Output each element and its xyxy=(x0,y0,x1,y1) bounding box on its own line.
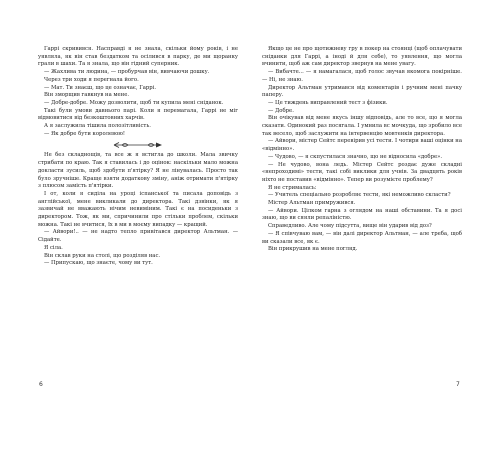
paragraph: Я не стрималась: xyxy=(268,184,317,191)
paragraph: Він зморщив гавкнув на мене. xyxy=(44,92,130,99)
paragraph: — Айвори!.. — не надто тепло привітався директор Альтман. — Сідайте. xyxy=(38,229,238,244)
paragraph: — Припускаю, що знаєте, чому ви тут. xyxy=(44,260,153,267)
paragraph: Справедливо. Але чому підсутта, вище він ударив від доз? xyxy=(268,223,432,230)
paragraph: Директор Альтман утримався від коментарів і ручним мені пачку паперу. xyxy=(262,84,462,99)
paragraph: — Вибачте... — я намагалася, щоб голос звучав якомога покірніше. — Ні, не знаю. xyxy=(262,69,462,83)
paragraph: — Добре-добре. Можу дозволити, щоб ти купила мені сніданок. xyxy=(44,99,224,106)
paragraph: — Жахлива ти людина, — пробурчав він, вивчаючи дошку. xyxy=(44,69,210,76)
paragraph: — Айвори. Цілком гарна з оглядом на наші обставини. Та я досі знаю, що ви сяяли репаліністю. xyxy=(262,207,462,222)
paragraph: — Це тиждень виправлений тест з фізики. xyxy=(268,99,388,106)
paragraph: Він склав руки на столі, що розділяв нас. xyxy=(44,252,161,259)
paragraph: — Чудово, — я скпустилася значно, що не відносила «добре». xyxy=(268,153,443,160)
paragraph: — Айвори, містер Сейтс перевірив усі тести. І чотири ваші оцінки на «відмінно». xyxy=(262,138,462,153)
left-page-paragraphs-after xyxy=(38,152,238,268)
paragraph: Якщо це не про щотижневу гру в покер на стоянці (щоб оплачувати сніданки для Гаррі, а іноді й для себе), то уявлення, що могла вчинити, щоб аж сам директор звернув на мене увагу. xyxy=(262,46,462,68)
right-page-number: 7 xyxy=(456,381,460,388)
paragraph: А я заслужила тішила полозітливість. xyxy=(44,123,151,130)
paragraph: І от, коли я сиділа на уроці іспанської та писала доповідь з англійської, мене викликали до директора. Такі дзвінки, як я зазвичай не вважають нічим невиміним. Такі є на посиденьки з директором. Тож, як ми, спричинили про стільки проблем, скільки можна. Такі не вчитися, їх в ми в моєму випадку — кращий. xyxy=(38,190,238,228)
left-page-text xyxy=(38,46,238,268)
paragraph: Через три ходи я перегнала його. xyxy=(44,76,139,83)
arrow-ornament-icon xyxy=(112,141,164,149)
paragraph: — Учитель спеціально розробляє тести, які неможливо скласти? xyxy=(268,192,451,199)
left-page-paragraphs-before xyxy=(38,46,238,138)
paragraph: — Добре. xyxy=(268,107,294,114)
section-divider-ornament xyxy=(38,139,238,151)
paragraph: Я сіла. xyxy=(44,244,63,251)
paragraph: Він очікував від мене якусь іншу відповідь, але то все, що я могла сказати. Одинокий раз посягала. І умнила вс мочкуда, що зробило все так весело, щоб заслужити на інтервенцію мовтенків директора. xyxy=(262,115,462,137)
paragraph: Він прикрушив на мене погляд. xyxy=(268,246,358,253)
paragraph: Не без складнощів, та все ж я встигла до школи. Мала звичку стрибати по краю. Так я ставилась і до оцінок: наскільки мало можна докласти зусиль, щоб здобути п'ятірку? Я не лінувалась. Просто так було зручніше. Краще взяти додаткову зміну, аніж отримати п'ятірку з плюсом замість п'ятірки. xyxy=(38,152,238,190)
paragraph: Такі були умови давнього парі. Коли я перемагала, Гаррі не міг відмовитися від безкоштовних харчів. xyxy=(38,107,238,122)
right-page-text xyxy=(262,46,462,254)
paragraph: — Я співчуваю вам, — він далі директор Альтман, — але треба, щоб ви сказали все, як є. xyxy=(262,230,462,245)
paragraph: Містер Альтман примружився. xyxy=(268,200,356,207)
left-page-number: 6 xyxy=(39,381,43,388)
paragraph: — Не чудово, вона ледь. Містер Сейтс роздає дуже складні «непроходимі» тести, такі собі виклики для учнів. За двадцять років ніхто не поставив «відмінно». Тепер ви розумієте проблему? xyxy=(262,161,462,183)
paragraph: Гаррі скривився. Насправді я не знала, скільки йому років, і не уявляла, як він став бездатком та осілився в парку, де ми щоранку грали в шахи. Та я знала, що він гідний суперник. xyxy=(38,46,238,68)
paragraph: — Як добре бути королевою! xyxy=(44,130,126,137)
paragraph: — Мат. Ти знаєш, що це означає, Гаррі. xyxy=(44,84,157,91)
right-page-paragraphs xyxy=(262,46,462,254)
